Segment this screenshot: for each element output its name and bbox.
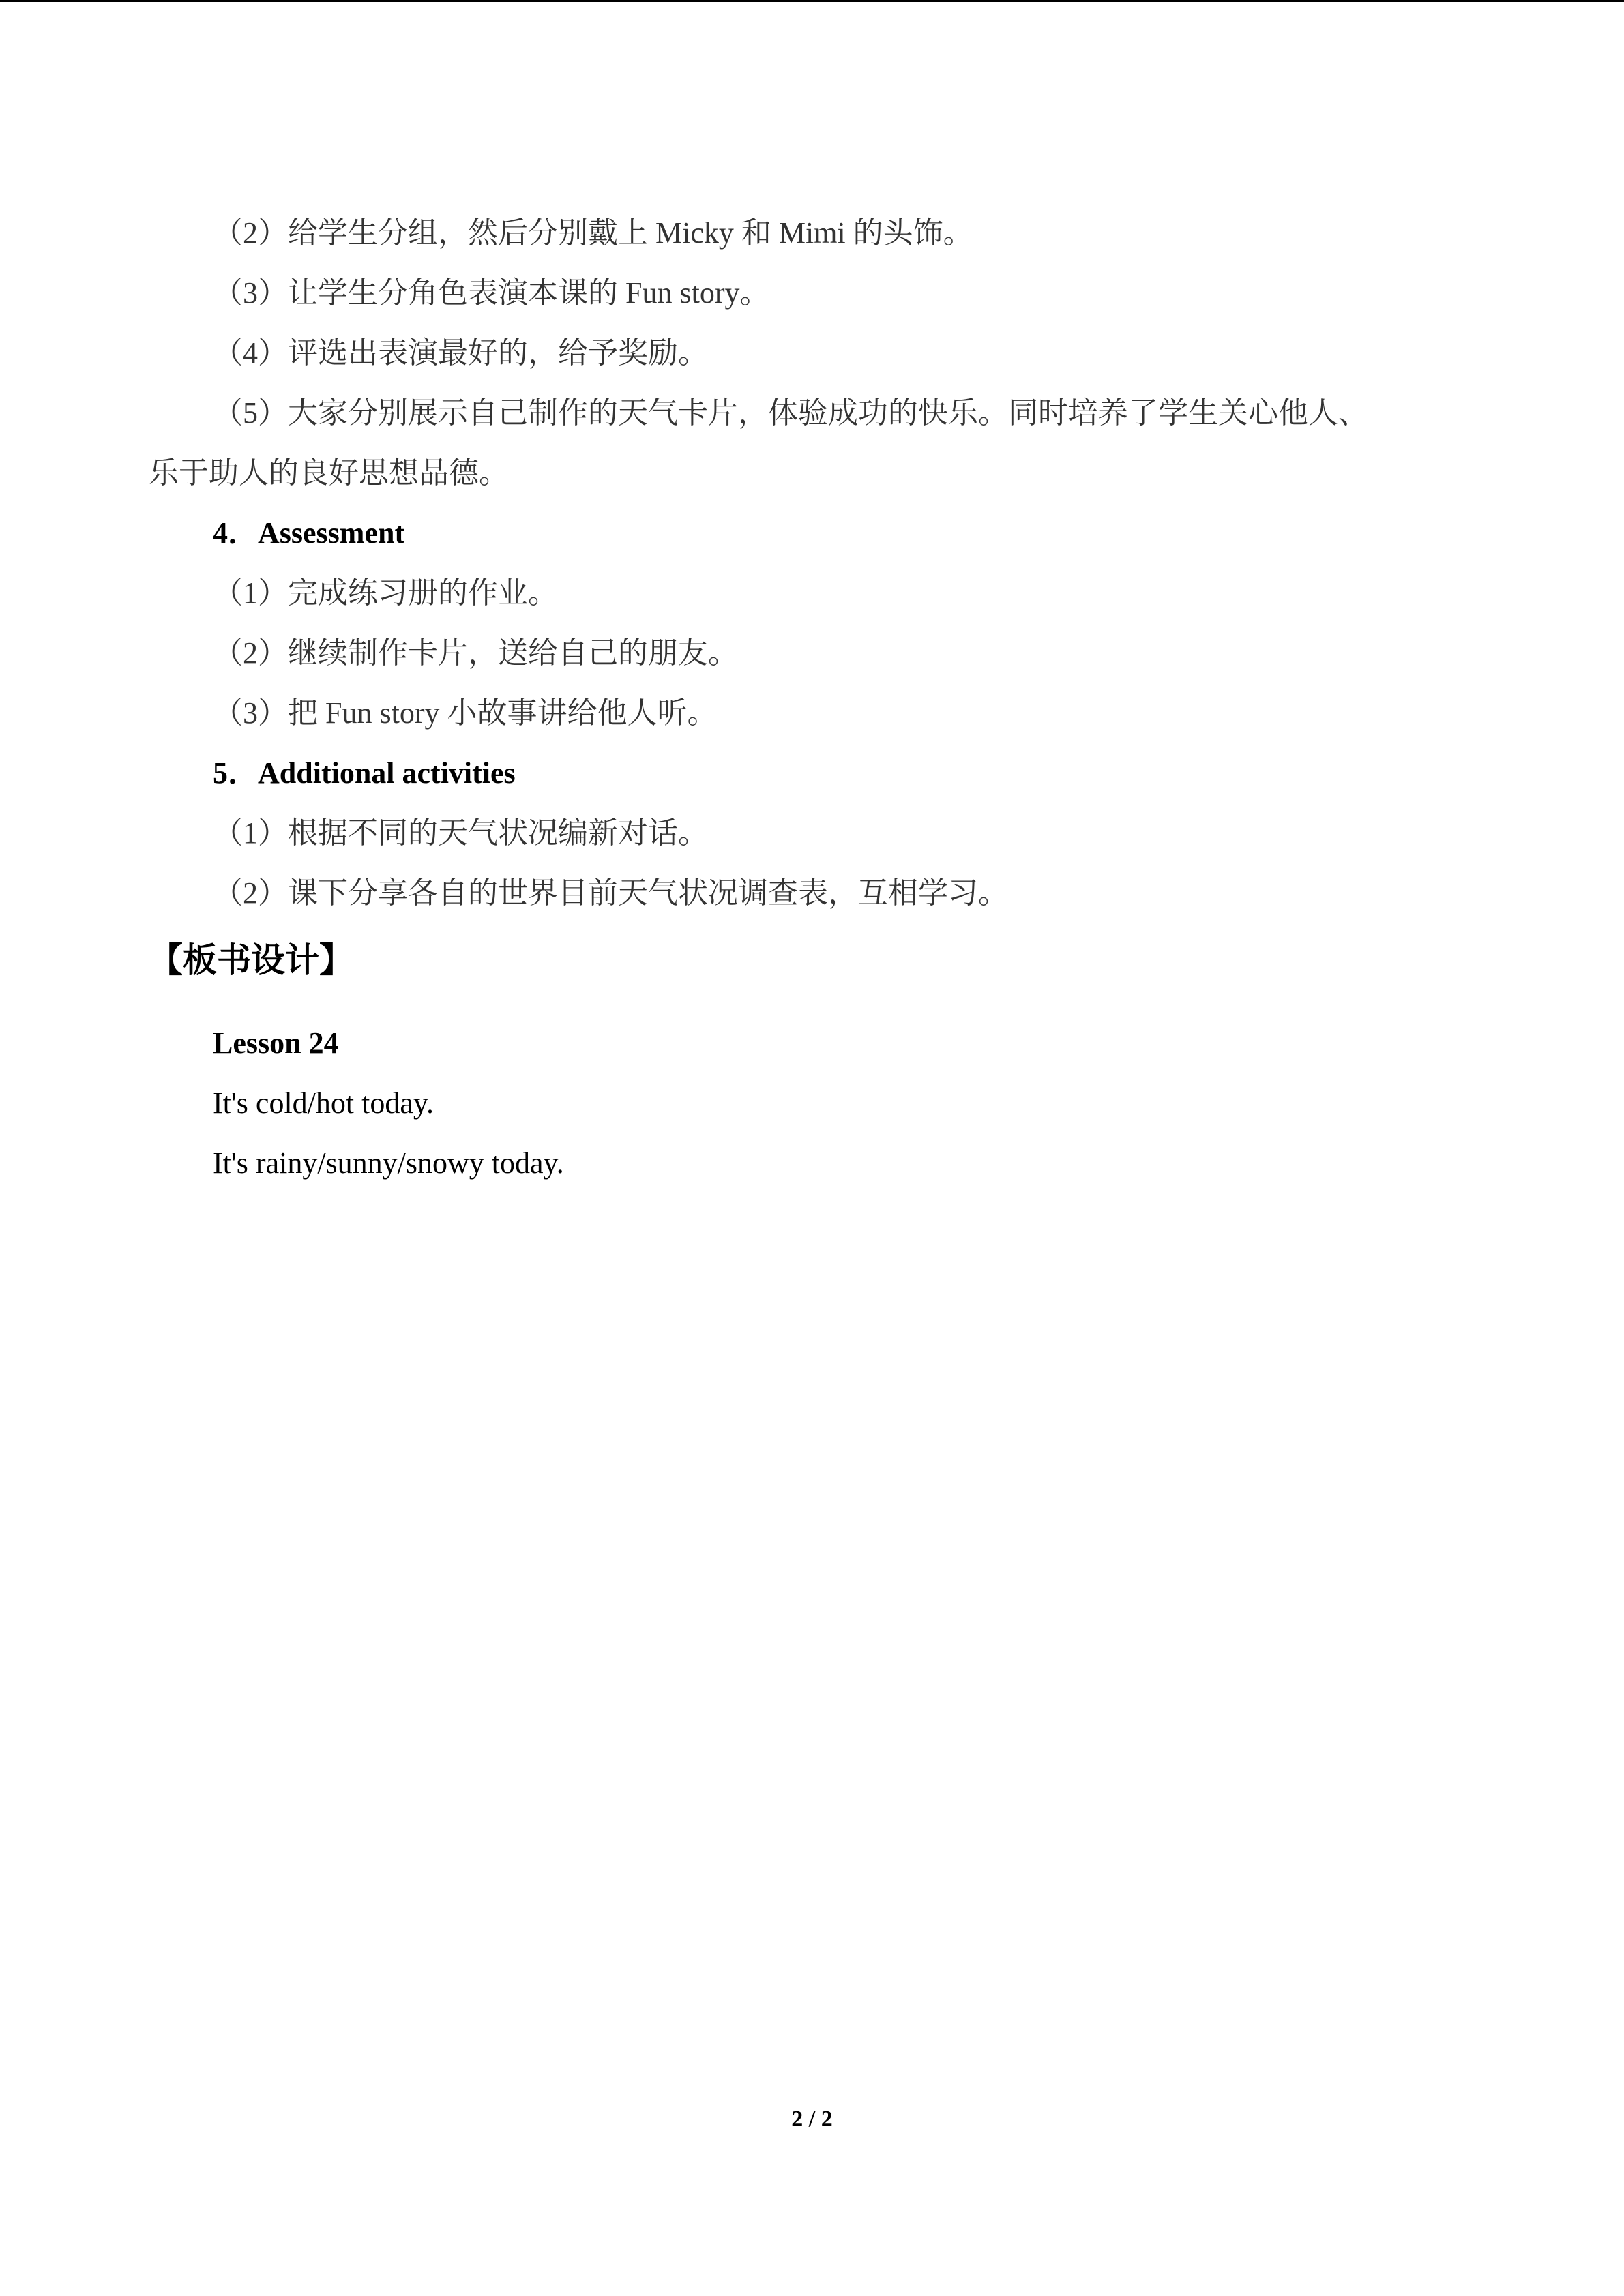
step-3-text: （3）让学生分角色表演本课的 Fun story。 bbox=[213, 276, 770, 310]
assessment-heading: 4．Assessment bbox=[213, 516, 405, 550]
step-5-continuation: 乐于助人的良好思想品德。 bbox=[149, 456, 509, 490]
board-lesson-title: Lesson 24 bbox=[213, 1026, 339, 1060]
additional-activities-heading: 5．Additional activities bbox=[213, 756, 516, 790]
additional-item-1: （1）根据不同的天气状况编新对话。 bbox=[213, 816, 708, 850]
step-2-text: （2）给学生分组，然后分别戴上 Micky 和 Mimi 的头饰。 bbox=[213, 216, 973, 250]
board-line-2: It's rainy/sunny/snowy today. bbox=[213, 1146, 564, 1180]
step-4-text: （4）评选出表演最好的，给予奖励。 bbox=[213, 336, 708, 370]
page-number: 2 / 2 bbox=[791, 2106, 833, 2132]
board-line-1: It's cold/hot today. bbox=[213, 1086, 434, 1120]
assessment-item-1: （1）完成练习册的作业。 bbox=[213, 576, 558, 610]
board-design-title: 【板书设计】 bbox=[149, 940, 353, 980]
step-5-text: （5）大家分别展示自己制作的天气卡片，体验成功的快乐。同时培养了学生关心他人、 bbox=[213, 396, 1368, 430]
assessment-item-3: （3）把 Fun story 小故事讲给他人听。 bbox=[213, 696, 718, 730]
additional-item-2: （2）课下分享各自的世界目前天气状况调查表，互相学习。 bbox=[213, 876, 1008, 910]
assessment-item-2: （2）继续制作卡片，送给自己的朋友。 bbox=[213, 636, 738, 670]
